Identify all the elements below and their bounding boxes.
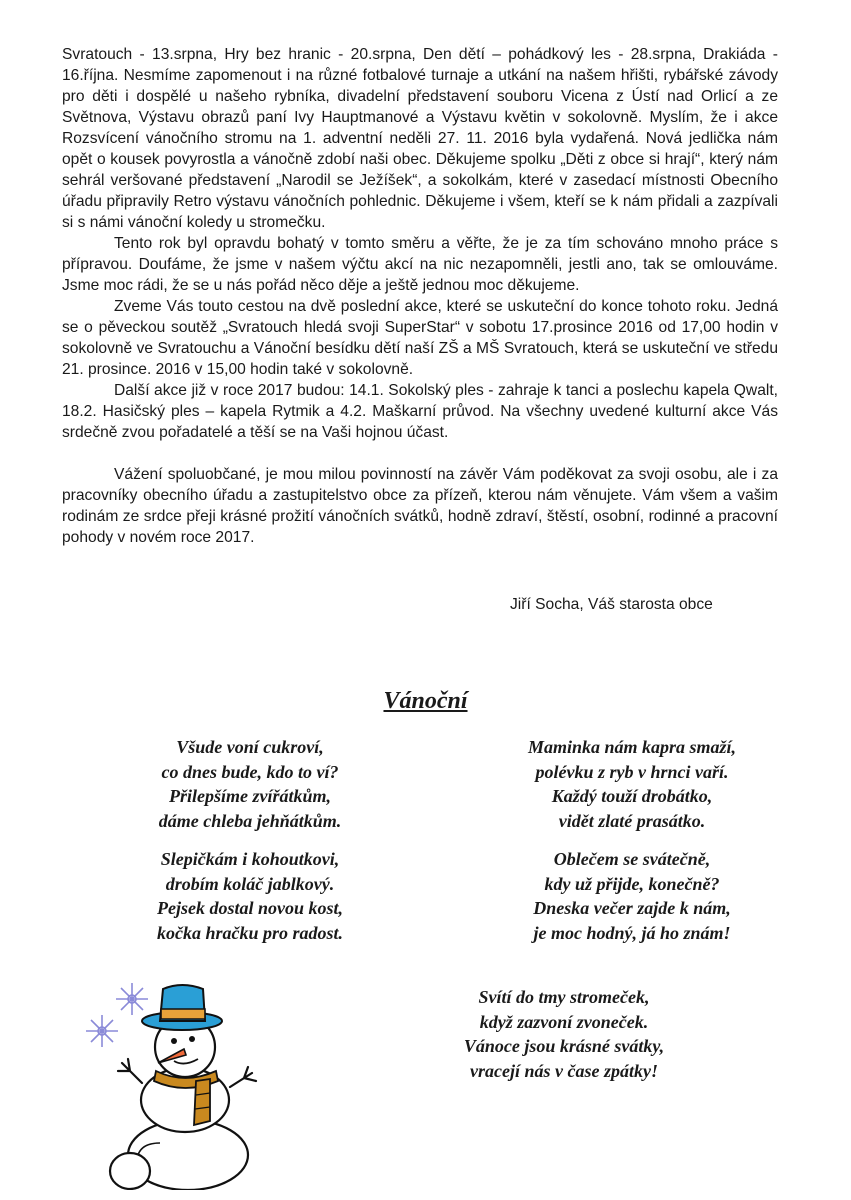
poem-title: Vánoční bbox=[383, 688, 468, 714]
paragraph-invitation: Zveme Vás touto cestou na dvě poslední akce, které se uskuteční do konce tohoto roku. Jedná se o pěveckou soutěž „Svratouch hledá svoji SuperStar“ v sobotu 17.prosince 2016 od 17,00 hodin v sokolovně ve Svratouchu a Vánoční besídku dětí naší ZŠ a MŠ Svratouch, která se uskuteční ve středu 21. prosince. 2016 v 15,00 hodin také v sokolovně. bbox=[62, 298, 778, 378]
poem-stanza bbox=[472, 735, 792, 833]
poem-line: co dnes bude, kdo to ví? bbox=[161, 761, 339, 782]
poem-line: Všude voní cukroví, bbox=[176, 737, 324, 757]
letter-body bbox=[62, 44, 778, 548]
paragraph-greeting: Vážení spoluobčané, je mou milou povinností na závěr Vám poděkovat za svoji osobu, ale i za pracovníky obecního úřadu a zastupitelstvo obce za přízeň, kterou nám věnujete. Vám všem a vašim rodinám ze srdce přeji krásné prožití vánočních svátků, hodně zdraví, štěstí, osobní, rodinné a pracovní pohody v novém roce 2017. bbox=[62, 466, 778, 546]
paragraph-2017-events: Další akce již v roce 2017 budou: 14.1. Sokolský ples - zahraje k tanci a poslechu kapela Qwalt, 18.2. Hasičský ples – kapela Rytmik a 4.2. Maškarní průvod. Na všechny uvedené kulturní akce Vás srdečně zvou pořadatelé a těší se na Vaši hojnou účast. bbox=[62, 382, 778, 441]
poem-line: polévku z ryb v hrnci vaří. bbox=[535, 761, 729, 782]
poem-line: vracejí nás v čase zpátky! bbox=[470, 1060, 658, 1081]
poem-line: Svítí do tmy stromeček, bbox=[478, 987, 650, 1007]
poem-line: Vánoce jsou krásné svátky, bbox=[463, 1036, 665, 1056]
poem-line: vidět zlaté prasátko. bbox=[558, 810, 706, 831]
poem-line: když zazvoní zvoneček. bbox=[479, 1011, 649, 1032]
poem-line: Slepičkám i kohoutkovi, bbox=[160, 849, 340, 869]
poem-line: Dneska večer zajde k nám, bbox=[533, 898, 731, 918]
mayor-signature: Jiří Socha, Váš starosta obce bbox=[510, 596, 713, 613]
poem-stanza bbox=[404, 985, 724, 1083]
poem-stanza bbox=[472, 847, 792, 945]
poem-line: Maminka nám kapra smaží, bbox=[527, 737, 737, 757]
paragraph-thanks: Tento rok byl opravdu bohatý v tomto směru a věřte, že je za tím schováno mnoho práce s přípravou. Doufáme, že jsme v našem výčtu akcí na nic nezapomněli, jestli ano, tak se omlouváme. Jsme moc rádi, že se u nás pořád něco děje a ještě jednou moc děkujeme. bbox=[62, 235, 778, 294]
paragraph-events: Svratouch - 13.srpna, Hry bez hranic - 20.srpna, Den dětí – pohádkový les - 28.srpna, Drakiáda - 16.října. Nesmíme zapomenout i na různé fotbalové turnaje a utkání na našem hřišti, rybářské závody pro děti i dospělé u našeho rybníka, divadelní představení souboru Vicena z Ústí nad Orlicí a ze Světnova, Výstavu obrazů paní Ivy Hauptmanové a Výstavu květin v sokolovně. Myslím, že i akce Rozsvícení vánočního stromu na 1. adventní neděli 27. 11. 2016 byla vydařená. Nová jedlička nám opět o kousek povyrostla a vánočně zdobí naši obec. Děkujeme spolku „Děti z obce si hrají“, který nám sehrál veršované představení „Narodil se Ježíšek“, a sokolkám, které v zasedací místnosti Obecního úřadu připravily Retro výstavu vánočních pohlednic. Děkujeme i všem, kteří se k nám přidali a zazpívali si s námi vánoční koledy u stromečku. bbox=[62, 46, 778, 231]
poem-line: kdy už přijde, konečně? bbox=[544, 873, 720, 894]
poem-line: Každý touží drobátko, bbox=[551, 786, 713, 806]
snowflake-icon bbox=[86, 1015, 118, 1047]
poem-line: Přilepšíme zvířátkům, bbox=[169, 786, 331, 806]
poem-stanza bbox=[90, 735, 410, 833]
poem-line: je moc hodný, já ho znám! bbox=[533, 922, 731, 943]
poem-stanza bbox=[90, 847, 410, 945]
poem-line: kočka hračku pro radost. bbox=[156, 922, 344, 943]
snowflake-icon bbox=[116, 983, 148, 1015]
poem-line: drobím koláč jablkový. bbox=[165, 873, 335, 894]
poem-line: dáme chleba jehňátkům. bbox=[158, 810, 342, 831]
poem-line: Pejsek dostal novou kost, bbox=[156, 898, 343, 918]
poem-line: Oblečem se svátečně, bbox=[553, 849, 711, 869]
snowman-icon bbox=[70, 975, 270, 1190]
